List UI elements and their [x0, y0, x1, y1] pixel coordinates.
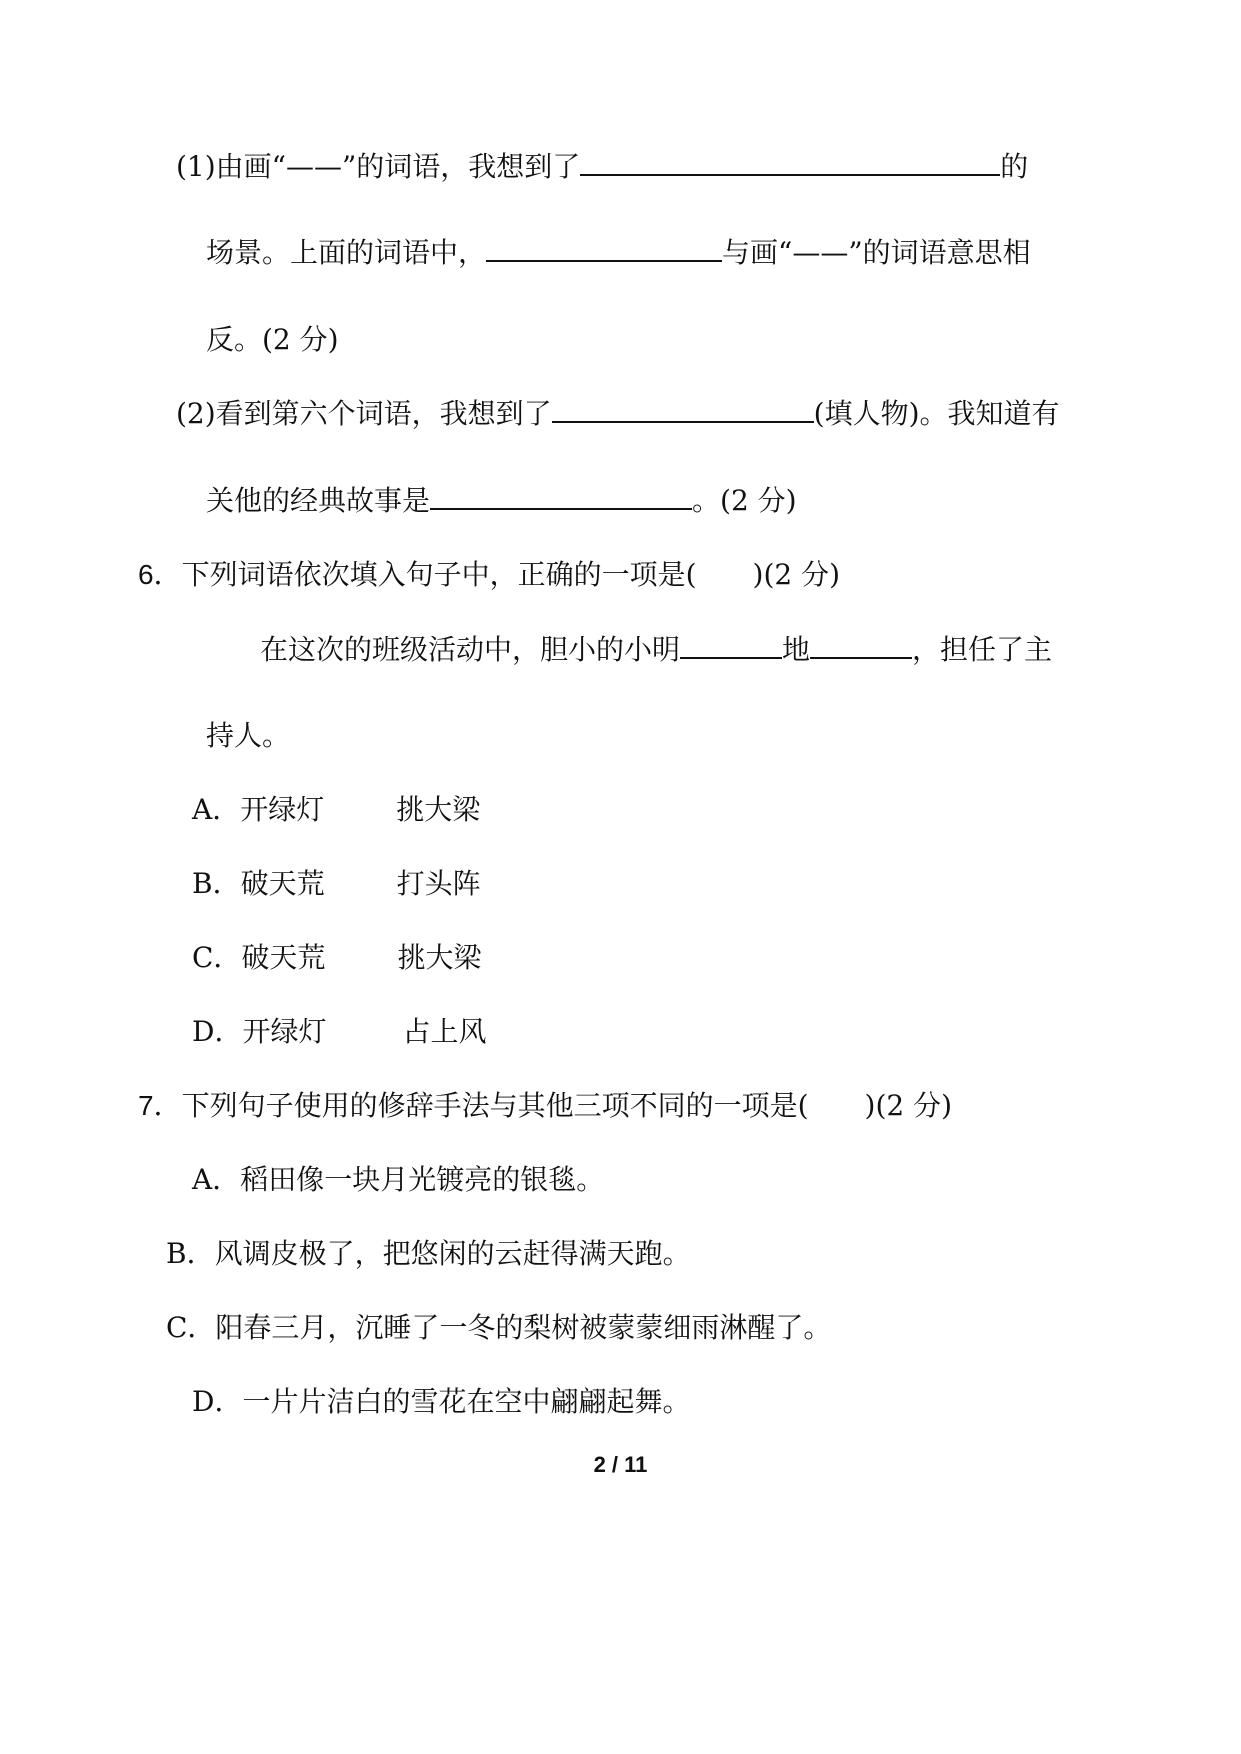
q6-sentence-blank1[interactable]: [680, 631, 782, 659]
q5-part1-prefix: (1)由画“——”的词语，我想到了: [176, 150, 581, 183]
q5-part2-blank1[interactable]: [552, 395, 814, 423]
q7-stem-suffix: )(2 分): [864, 1089, 953, 1122]
q6-sentence-prefix: 在这次的班级活动中，胆小的小明: [260, 633, 681, 666]
q5-part2-line2-suffix: 。(2 分): [692, 484, 797, 517]
q7-option-d-text: D．一片片洁白的雪花在空中翩翩起舞。: [192, 1385, 691, 1418]
page-number: 2 / 11: [593, 1452, 648, 1477]
q6-option-d-label: D．开绿灯: [192, 1015, 327, 1048]
q5-part1-line1: [176, 147, 1028, 187]
q6-option-b-label: B．破天荒: [192, 867, 325, 900]
q6-option-c-second: 挑大梁: [397, 941, 482, 974]
q6-sentence-line1: [260, 630, 1052, 670]
q7-option-c[interactable]: [166, 1308, 831, 1348]
q6-stem-prefix: 下列词语依次填入句子中，正确的一项是(: [181, 558, 697, 591]
q6-sentence-suffix: ，担任了主: [912, 633, 1053, 666]
q5-part2-line1: [176, 394, 1060, 434]
q7-number: 7．: [138, 1090, 182, 1121]
q6-option-a-second: 挑大梁: [396, 793, 481, 826]
q6-sentence-line2: [206, 716, 290, 756]
q7-option-a-text: A．稻田像一块月光镀亮的银毯。: [192, 1163, 605, 1196]
q6-option-b-second: 打头阵: [396, 867, 481, 900]
q6-option-c[interactable]: [192, 938, 481, 978]
q6-sentence-line2-text: 持人。: [206, 719, 291, 752]
q5-part2-line2-prefix: 关他的经典故事是: [206, 484, 431, 517]
q6-option-d[interactable]: [192, 1012, 486, 1052]
q6-sentence-blank2[interactable]: [810, 631, 912, 659]
q7-option-b-text: B．风调皮极了，把悠闲的云赶得满天跑。: [166, 1237, 691, 1270]
q6-stem-suffix: )(2 分): [752, 558, 841, 591]
q5-part1-line3: [206, 320, 339, 360]
q5-part1-line2-suffix: 与画“——”的词语意思相: [722, 236, 1031, 269]
q6-stem: [138, 555, 840, 595]
q6-option-a[interactable]: [192, 790, 480, 830]
q5-part2-suffix: (填人物)。我知道有: [813, 397, 1060, 430]
q7-option-b[interactable]: [166, 1234, 691, 1274]
q6-option-a-label: A．开绿灯: [192, 793, 325, 826]
q7-option-c-text: C．阳春三月，沉睡了一冬的梨树被蒙蒙细雨淋醒了。: [166, 1311, 832, 1344]
q5-part1-blank2[interactable]: [486, 234, 722, 262]
q7-option-d[interactable]: [192, 1382, 690, 1422]
q5-part2-blank2[interactable]: [430, 482, 692, 510]
q7-option-a[interactable]: [192, 1160, 604, 1200]
q5-part1-blank1[interactable]: [580, 148, 1000, 176]
q5-part2-prefix: (2)看到第六个词语，我想到了: [176, 397, 552, 430]
q5-part1-line2: [206, 233, 1031, 273]
q5-part1-suffix: 的: [1000, 150, 1029, 183]
q7-stem-prefix: 下列句子使用的修辞手法与其他三项不同的一项是(: [181, 1089, 809, 1122]
q5-part1-line3-text: 反。(2 分): [206, 323, 339, 356]
q6-option-b[interactable]: [192, 864, 481, 904]
q6-sentence-mid: 地: [782, 633, 811, 666]
q5-part2-line2: [206, 481, 797, 521]
q6-option-c-label: C．破天荒: [192, 941, 326, 974]
q6-number: 6．: [138, 559, 182, 590]
q7-stem: [138, 1086, 952, 1126]
q5-part1-line2-prefix: 场景。上面的词语中，: [206, 236, 487, 269]
q6-option-d-second: 占上风: [402, 1015, 487, 1048]
